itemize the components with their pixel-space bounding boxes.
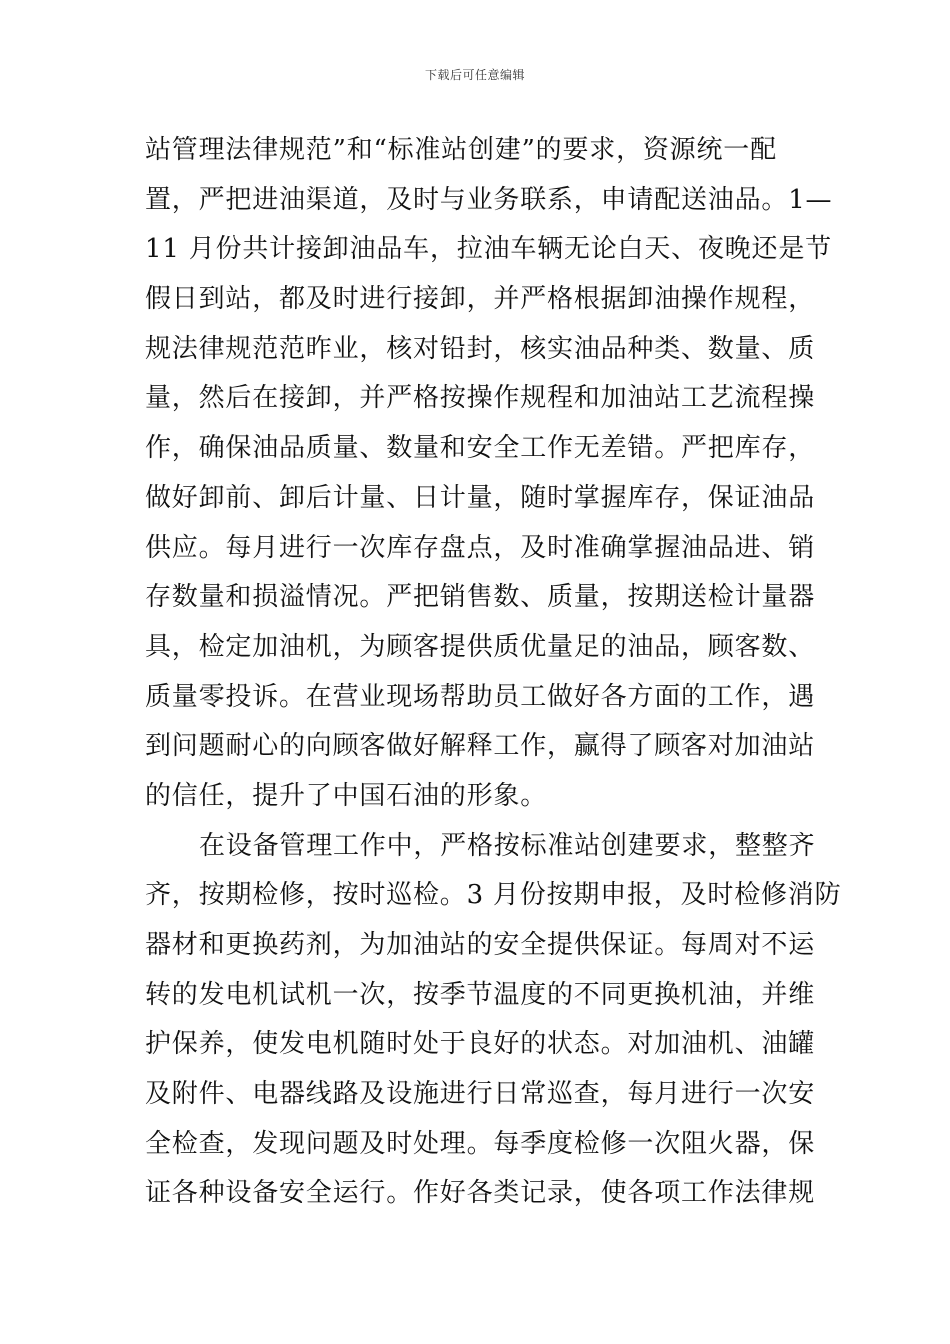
text-line: 做好卸前、卸后计量、日计量，随时掌握库存，保证油品 <box>145 482 816 513</box>
text-line: 全检查，发现问题及时处理。每季度检修一次阻火器，保 <box>145 1128 816 1159</box>
text-line: 置，严把进油渠道，及时与业务联系，申请配送油品。1— <box>145 184 833 215</box>
page-header: 下载后可任意编辑 <box>424 68 525 82</box>
paragraph-start-line: 在设备管理工作中，严格按标准站创建要求，整整齐 <box>199 830 816 861</box>
text-line: 护保养，使发电机随时处于良好的状态。对加油机、油罐 <box>145 1029 816 1060</box>
text-line: 作，确保油品质量、数量和安全工作无差错。严把库存， <box>145 433 816 464</box>
text-line: 规法律规范范昨业，核对铅封，核实油品种类、数量、质 <box>145 333 816 364</box>
text-line: 存数量和损溢情况。严把销售数、质量，按期送检计量器 <box>145 582 816 613</box>
text-line: 证各种设备安全运行。作好各类记录，使各项工作法律规 <box>145 1178 816 1209</box>
text-line: 具，检定加油机，为顾客提供质优量足的油品，顾客数、 <box>145 631 816 662</box>
text-line: 站管理法律规范”和“标准站创建”的要求，资源统一配 <box>145 135 777 165</box>
text-line: 及附件、电器线路及设施进行日常巡查，每月进行一次安 <box>145 1079 816 1110</box>
text-line: 器材和更换药剂，为加油站的安全提供保证。每周对不运 <box>145 930 816 960</box>
text-line: 11 月份共计接卸油品车，拉油车辆无论白天、夜晚还是节 <box>145 234 832 265</box>
text-line: 供应。每月进行一次库存盘点，及时准确掌握油品进、销 <box>145 532 816 563</box>
text-line: 转的发电机试机一次，按季节温度的不同更换机油，并维 <box>145 979 816 1010</box>
text-line: 质量零投诉。在营业现场帮助员工做好各方面的工作，遇 <box>145 681 816 712</box>
text-line: 齐，按期检修，按时巡检。3 月份按期申报，及时检修消防 <box>145 880 842 911</box>
text-line: 的信任，提升了中国石油的形象。 <box>145 780 548 811</box>
text-line: 量，然后在接卸，并严格按操作规程和加油站工艺流程操 <box>145 383 816 414</box>
document-body <box>145 126 842 1219</box>
text-line: 假日到站，都及时进行接卸，并严格根据卸油操作规程， <box>145 284 816 315</box>
text-line: 到问题耐心的向顾客做好解释工作，赢得了顾客对加油站 <box>145 731 816 762</box>
